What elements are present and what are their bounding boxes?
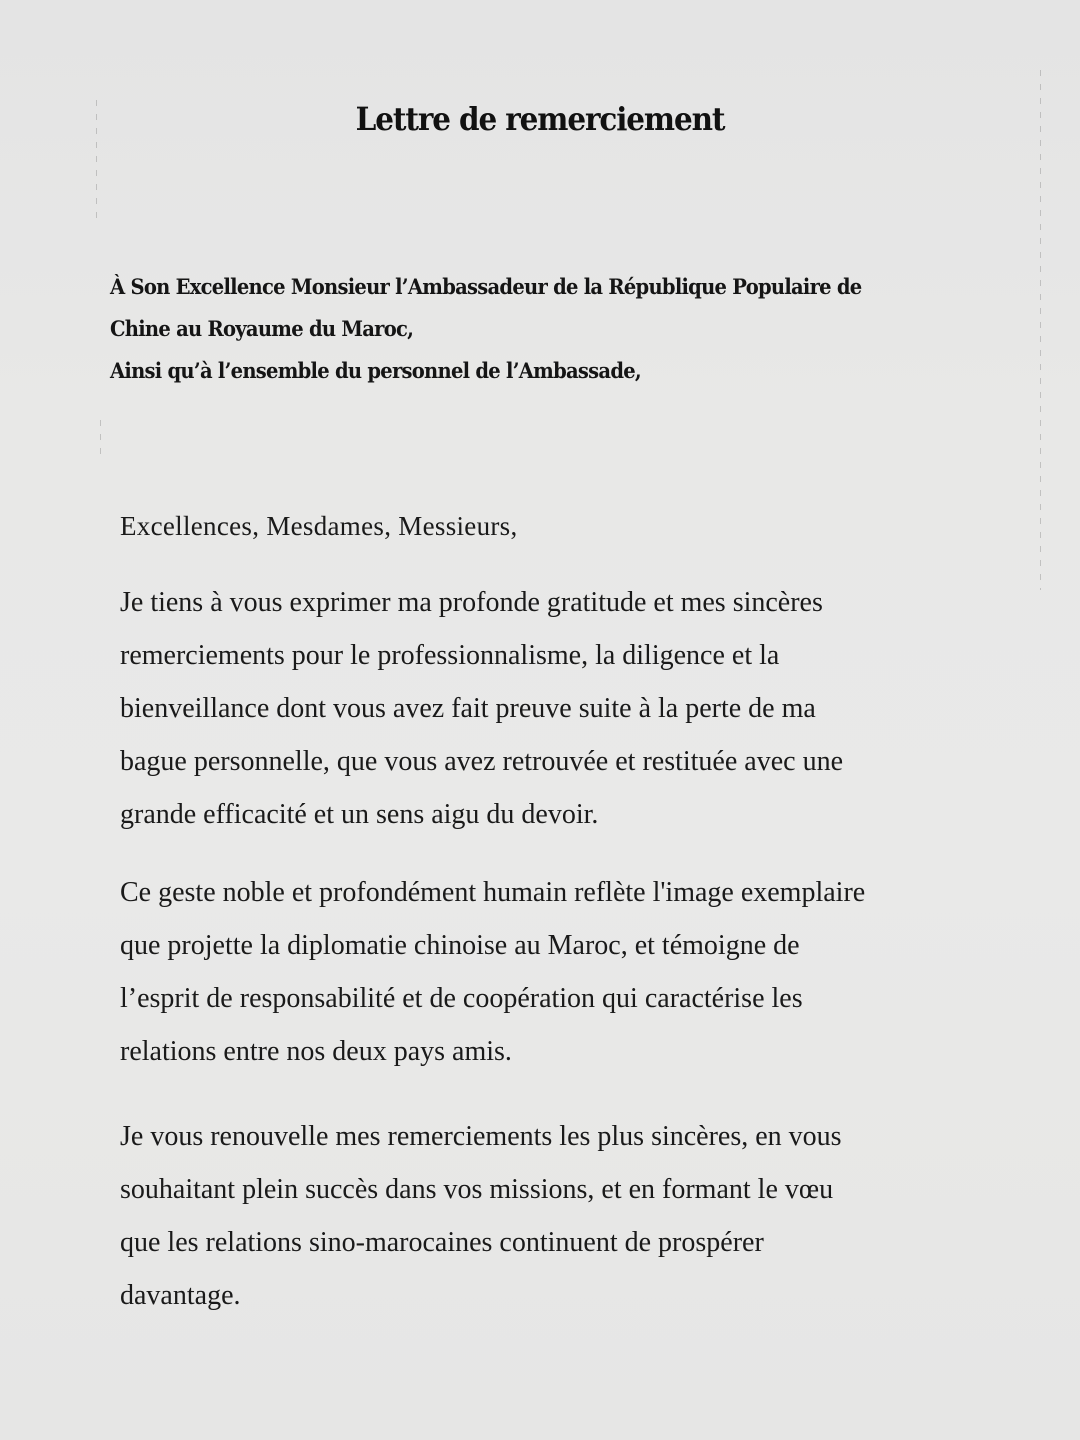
paragraph-line: Je vous renouvelle mes remerciements les plus sincères, en vous bbox=[120, 1121, 842, 1152]
paragraph-line: que les relations sino-marocaines continuent de prospérer bbox=[120, 1227, 764, 1258]
paragraph-line: Ce geste noble et profondément humain reflète l'image exemplaire bbox=[120, 877, 866, 908]
paragraph-diplomacy bbox=[120, 866, 865, 1078]
paragraph-line: relations entre nos deux pays amis. bbox=[120, 1036, 512, 1067]
paragraph-line: l’esprit de responsabilité et de coopération qui caractérise les bbox=[120, 983, 803, 1014]
paragraph-line: que projette la diplomatie chinoise au Maroc, et témoigne de bbox=[120, 930, 800, 961]
letter-title: Lettre de remerciement bbox=[355, 100, 725, 138]
paper-edge-mark bbox=[1040, 70, 1041, 590]
paper-edge-mark bbox=[100, 420, 101, 460]
paragraph-line: remerciements pour le professionnalisme, la diligence et la bbox=[120, 640, 780, 671]
salutation: Excellences, Mesdames, Messieurs, bbox=[120, 511, 518, 541]
paragraph-closing bbox=[120, 1110, 842, 1322]
paragraph-line: davantage. bbox=[120, 1280, 241, 1311]
paragraph-line: souhaitant plein succès dans vos missions, et en formant le vœu bbox=[120, 1174, 834, 1205]
addressee-line: Chine au Royaume du Maroc, bbox=[110, 316, 414, 341]
paragraph-line: grande efficacité et un sens aigu du devoir. bbox=[120, 799, 599, 830]
paragraph-line: Je tiens à vous exprimer ma profonde gratitude et mes sincères bbox=[120, 587, 823, 618]
addressee-line: Ainsi qu’à l’ensemble du personnel de l’Ambassade, bbox=[110, 358, 641, 383]
paragraph-gratitude bbox=[120, 576, 843, 841]
paragraph-line: bienveillance dont vous avez fait preuve suite à la perte de ma bbox=[120, 693, 816, 724]
addressee-line: À Son Excellence Monsieur l’Ambassadeur de la République Populaire de bbox=[110, 274, 862, 299]
addressee-block bbox=[110, 266, 861, 392]
paper-speck bbox=[103, 16, 111, 28]
paragraph-line: bague personnelle, que vous avez retrouvée et restituée avec une bbox=[120, 746, 843, 777]
